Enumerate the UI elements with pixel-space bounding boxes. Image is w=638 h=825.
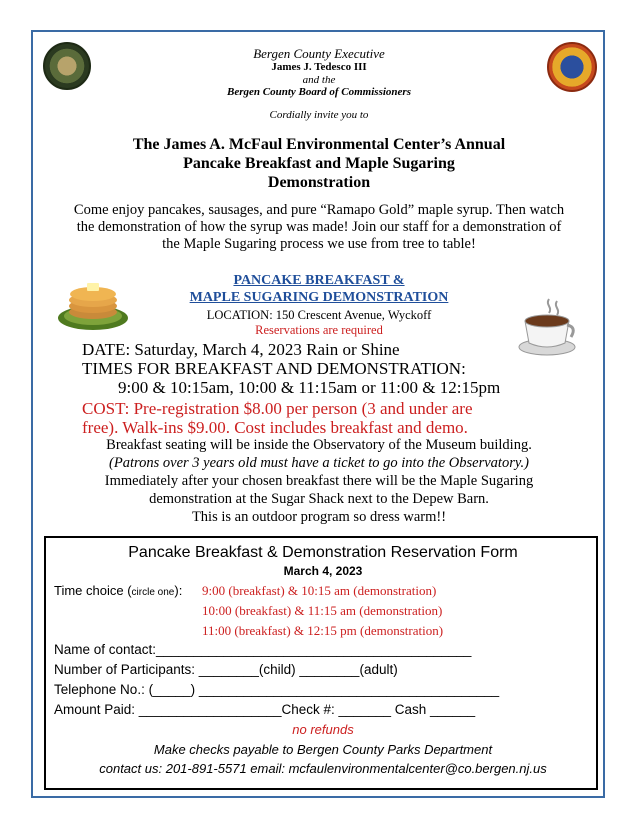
- executive-name: James J. Tedesco III: [271, 61, 367, 73]
- reservation-form: [44, 536, 598, 790]
- patrons-note: (Patrons over 3 years old must have a ticket to go into the Observatory.): [109, 455, 529, 471]
- time-option-1[interactable]: 9:00 (breakfast) & 10:15 am (demonstration): [202, 583, 437, 598]
- and-the: and the: [302, 74, 336, 86]
- event-link-line-1[interactable]: PANCAKE BREAKFAST &: [233, 273, 405, 288]
- event-date: DATE: Saturday, March 4, 2023 Rain or Shine: [82, 340, 400, 359]
- telephone-field[interactable]: Telephone No.: (_____) ________________________________________: [54, 682, 500, 697]
- time-option-2[interactable]: 10:00 (breakfast) & 11:15 am (demonstration): [202, 603, 443, 618]
- cost-line-2: free). Walk-ins $9.00. Cost includes breakfast and demo.: [82, 418, 468, 437]
- invite-line: Cordially invite you to: [269, 109, 369, 121]
- after-line-1: Immediately after your chosen breakfast there will be the Maple Sugaring: [104, 473, 534, 489]
- event-link-line-2[interactable]: MAPLE SUGARING DEMONSTRATION: [189, 290, 449, 305]
- participants-field[interactable]: Number of Participants: ________(child) ________(adult): [54, 662, 398, 677]
- contact-info: contact us: 201-891-5571 email: mcfaulenvironmentalcenter@co.bergen.nj.us: [99, 761, 547, 776]
- cost-line-1: COST: Pre-registration $8.00 per person (3 and under are: [82, 399, 473, 418]
- times-heading: TIMES FOR BREAKFAST AND DEMONSTRATION:: [82, 359, 466, 378]
- intro-line-3: the Maple Sugaring process we use from tree to table!: [162, 236, 476, 252]
- title-line-1: The James A. McFaul Environmental Center’s Annual: [132, 136, 506, 153]
- form-date: March 4, 2023: [283, 564, 363, 578]
- time-choice-label: Time choice (circle one):: [54, 583, 183, 598]
- location: LOCATION: 150 Crescent Avenue, Wyckoff: [206, 308, 432, 322]
- form-title: Pancake Breakfast & Demonstration Reservation Form: [128, 544, 518, 561]
- outdoor-note: This is an outdoor program so dress warm!!: [191, 509, 447, 525]
- amount-paid-field[interactable]: Amount Paid: ___________________Check #: _______ Cash ______: [54, 702, 476, 717]
- no-refunds: no refunds: [292, 722, 354, 737]
- time-option-3[interactable]: 11:00 (breakfast) & 12:15 pm (demonstration): [202, 623, 444, 638]
- title-line-2: Pancake Breakfast and Maple Sugaring: [183, 155, 455, 172]
- coffee-cup-icon: [513, 297, 577, 357]
- intro-line-1: Come enjoy pancakes, sausages, and pure “Ramapo Gold” maple syrup. Then watch: [73, 202, 565, 218]
- intro-line-2: the demonstration of how the syrup was made! Join our staff for a demonstration of: [76, 219, 562, 235]
- after-line-2: demonstration at the Sugar Shack next to the Depew Barn.: [149, 491, 489, 507]
- executive-title: Bergen County Executive: [253, 46, 385, 61]
- contact-name-field[interactable]: Name of contact:__________________________________________: [54, 642, 472, 657]
- title-line-3: Demonstration: [267, 174, 371, 191]
- times-list: 9:00 & 10:15am, 10:00 & 11:15am or 11:00 & 12:15pm: [118, 378, 501, 397]
- board-name: Bergen County Board of Commissioners: [227, 86, 411, 98]
- checks-payable: Make checks payable to Bergen County Parks Department: [153, 742, 493, 757]
- reservations-required: Reservations are required: [255, 323, 383, 337]
- seating-note: Breakfast seating will be inside the Observatory of the Museum building.: [106, 437, 532, 453]
